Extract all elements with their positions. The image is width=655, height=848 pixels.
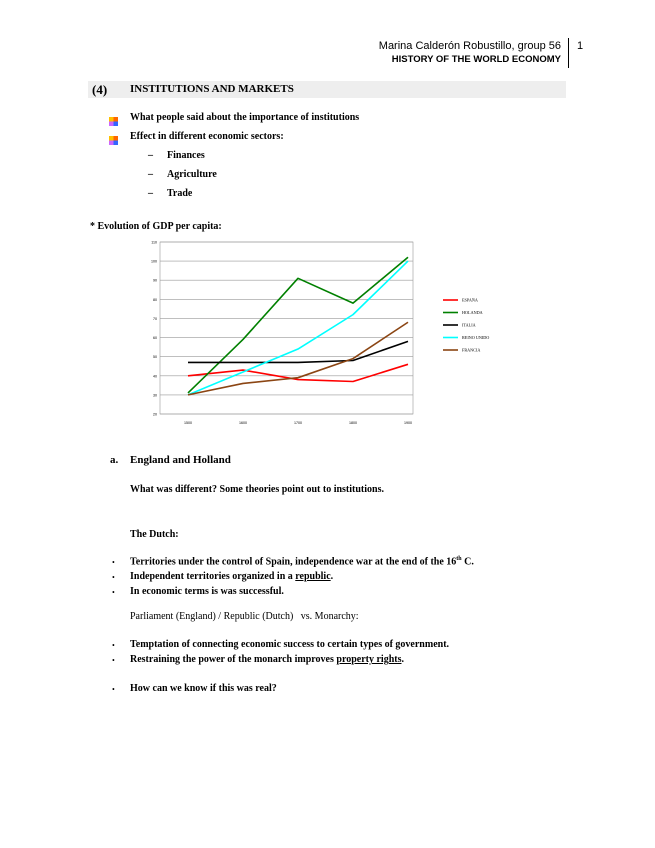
topic-item: What people said about the importance of institutions: [130, 112, 360, 123]
x-tick-label: 1500: [184, 421, 192, 425]
y-tick-label: 100: [151, 259, 157, 264]
legend-label: REINO UNIDO: [462, 335, 490, 340]
x-tick-label: 1800: [349, 421, 357, 425]
y-tick-label: 70: [153, 316, 157, 321]
gdp-chart-svg: [143, 236, 523, 432]
header-course-title: HISTORY OF THE WORLD ECONOMY: [391, 54, 561, 65]
final-question: How can we know if this was real?: [130, 683, 277, 694]
x-tick-label: 1600: [239, 421, 247, 425]
section-title: INSTITUTIONS AND MARKETS: [130, 83, 294, 95]
legend-label: ITALIA: [462, 322, 476, 328]
y-tick-label: 50: [153, 355, 157, 360]
sector-item: Agriculture: [167, 169, 217, 180]
arrow-bullet-icon: [109, 132, 118, 150]
y-tick-label: 40: [153, 374, 157, 379]
dash-marker: –: [148, 169, 153, 180]
x-tick-label: 1700: [294, 421, 302, 425]
dutch-point: Territories under the control of Spain, independence war at the end of the 16th C.: [130, 556, 474, 568]
topic-item: Effect in different economic sectors:: [130, 131, 284, 142]
bullet-dot: •: [112, 573, 115, 582]
question-text: What was different? Some theories point out to institutions.: [130, 484, 384, 495]
y-tick-label: 60: [153, 336, 157, 341]
gdp-chart: [143, 236, 523, 432]
subsection-title: England and Holland: [130, 454, 231, 466]
bullet-dot: •: [112, 641, 115, 650]
header-author: Marina Calderón Robustillo, group 56: [378, 40, 561, 52]
legend-label: ESPAÑA: [462, 297, 478, 303]
sector-item: Finances: [167, 150, 205, 161]
x-tick-label: 1900: [404, 421, 412, 425]
dutch-point: Independent territories organized in a republic.: [130, 571, 334, 582]
y-tick-label: 90: [153, 278, 157, 283]
legend-label: HOLANDA: [462, 310, 483, 315]
bullet-dot: •: [112, 588, 115, 597]
bullet-dot: •: [112, 558, 115, 567]
section-number: (4): [92, 82, 108, 97]
arrow-bullet-icon: [109, 113, 118, 131]
bullet-dot: •: [112, 656, 115, 665]
legend-label: FRANCIA: [462, 347, 481, 353]
y-tick-label: 30: [153, 393, 157, 398]
sector-item: Trade: [167, 188, 193, 199]
page-number: 1: [577, 40, 584, 52]
republic-link: republic: [295, 571, 331, 582]
dash-marker: –: [148, 188, 153, 199]
comparison-point: Temptation of connecting economic success to certain types of government.: [130, 639, 450, 650]
y-tick-label: 20: [153, 412, 157, 417]
gdp-heading: * Evolution of GDP per capita:: [90, 221, 222, 232]
dash-marker: –: [148, 150, 153, 161]
y-tick-label: 110: [151, 240, 157, 245]
subsection-marker: a.: [110, 454, 119, 466]
plot-area: [160, 242, 413, 414]
y-tick-label: 80: [153, 297, 157, 302]
dutch-point: In economic terms is was successful.: [130, 586, 284, 597]
header-divider: [568, 38, 569, 68]
comparison-point: Restraining the power of the monarch improves property rights.: [130, 654, 404, 665]
dutch-label: The Dutch:: [130, 529, 179, 540]
comparison-label: Parliament (England) / Republic (Dutch) vs. Monarchy:: [130, 611, 359, 622]
property-rights-link: property rights: [336, 654, 402, 665]
bullet-dot: •: [112, 685, 115, 694]
